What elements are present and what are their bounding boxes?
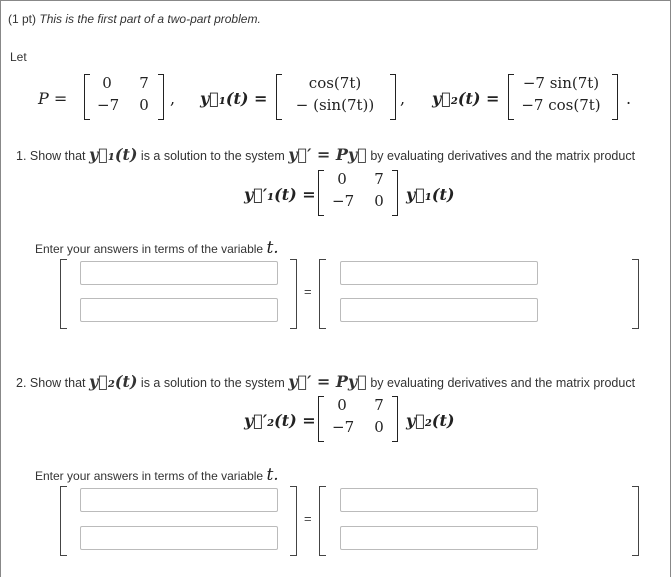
matrix-cell: 0 [374, 192, 384, 210]
p-cell: 0 [102, 74, 112, 92]
part1-lhs-answer-2[interactable] [80, 298, 278, 322]
part2-statement [16, 372, 635, 391]
part1-rhs-answer-1[interactable] [340, 261, 538, 285]
part1-rhs-answer-2[interactable] [340, 298, 538, 322]
statement-text: Show that [29, 376, 86, 390]
statement-text: is a solution to the system [140, 376, 285, 390]
p-right-bracket [158, 74, 164, 120]
vector-symbol: y⃗₂(t) [89, 372, 138, 391]
problem-description: This is the first part of a two-part problem. [39, 12, 261, 26]
comma: , [170, 89, 176, 108]
vector-symbol: y⃗₁(t) [89, 145, 138, 164]
variable-symbol: t. [266, 465, 279, 485]
matrix-cell: 0 [374, 418, 384, 436]
matrix-cell: −7 [332, 418, 355, 436]
p-label: P = [38, 89, 68, 108]
instruction-text: Enter your answers in terms of the variable [35, 242, 264, 256]
p-left-bracket [84, 74, 90, 120]
system-equation: y⃗′ = Py⃗ [288, 372, 367, 391]
statement-text: Show that [29, 149, 86, 163]
answer-left-bracket [319, 486, 326, 556]
answer-left-bracket [319, 259, 326, 329]
y1-entry: − (sin(7t)) [295, 96, 375, 114]
matrix-cell: 0 [337, 396, 347, 414]
matrix-right-bracket [392, 396, 398, 442]
part2-rhs: y⃗₂(t) [406, 411, 455, 430]
statement-text: by evaluating derivatives and the matrix product [370, 149, 636, 163]
let-label: Let [10, 50, 27, 64]
y1-left-bracket [276, 74, 282, 120]
y2-entry: −7 sin(7t) [522, 74, 600, 92]
points-label: (1 pt) [8, 12, 37, 26]
part2-lhs-answer-2[interactable] [80, 526, 278, 550]
matrix-left-bracket [318, 170, 324, 216]
p-cell: 7 [139, 74, 149, 92]
answer-left-bracket [60, 259, 67, 329]
part2-lhs: y⃗′₂(t) = [244, 411, 316, 430]
part2-rhs-answer-2[interactable] [340, 526, 538, 550]
matrix-left-bracket [318, 396, 324, 442]
p-cell: 0 [139, 96, 149, 114]
part1-instruction [35, 238, 279, 258]
answer-right-bracket [290, 486, 297, 556]
part2-lhs-answer-1[interactable] [80, 488, 278, 512]
equals-sign: = [304, 284, 312, 299]
period: . [626, 89, 632, 108]
part1-lhs-answer-1[interactable] [80, 261, 278, 285]
answer-left-bracket [60, 486, 67, 556]
answer-right-bracket [632, 259, 639, 329]
answer-right-bracket [290, 259, 297, 329]
part2-rhs-answer-1[interactable] [340, 488, 538, 512]
equals-sign: = [304, 511, 312, 526]
matrix-right-bracket [392, 170, 398, 216]
part1-lhs: y⃗′₁(t) = [244, 185, 316, 204]
part1-rhs: y⃗₁(t) [406, 185, 455, 204]
matrix-cell: −7 [332, 192, 355, 210]
y1-right-bracket [390, 74, 396, 120]
p-cell: −7 [97, 96, 120, 114]
matrix-cell: 0 [337, 170, 347, 188]
part2-instruction [35, 465, 279, 485]
y2-entry: −7 cos(7t) [521, 96, 601, 114]
y2-right-bracket [612, 74, 618, 120]
y1-entry: cos(7t) [308, 74, 362, 92]
instruction-text: Enter your answers in terms of the variable [35, 469, 264, 483]
part-number: 2. [16, 376, 27, 390]
statement-text: is a solution to the system [140, 149, 285, 163]
answer-right-bracket [632, 486, 639, 556]
variable-symbol: t. [266, 238, 279, 258]
matrix-cell: 7 [374, 396, 384, 414]
part-number: 1. [16, 149, 27, 163]
statement-text: by evaluating derivatives and the matrix product [370, 376, 636, 390]
matrix-cell: 7 [374, 170, 384, 188]
problem-header [8, 12, 261, 26]
comma: , [400, 89, 406, 108]
y2-left-bracket [508, 74, 514, 120]
part1-statement [16, 145, 635, 164]
y1-label: y⃗₁(t) = [200, 89, 268, 108]
y2-label: y⃗₂(t) = [432, 89, 500, 108]
system-equation: y⃗′ = Py⃗ [288, 145, 367, 164]
